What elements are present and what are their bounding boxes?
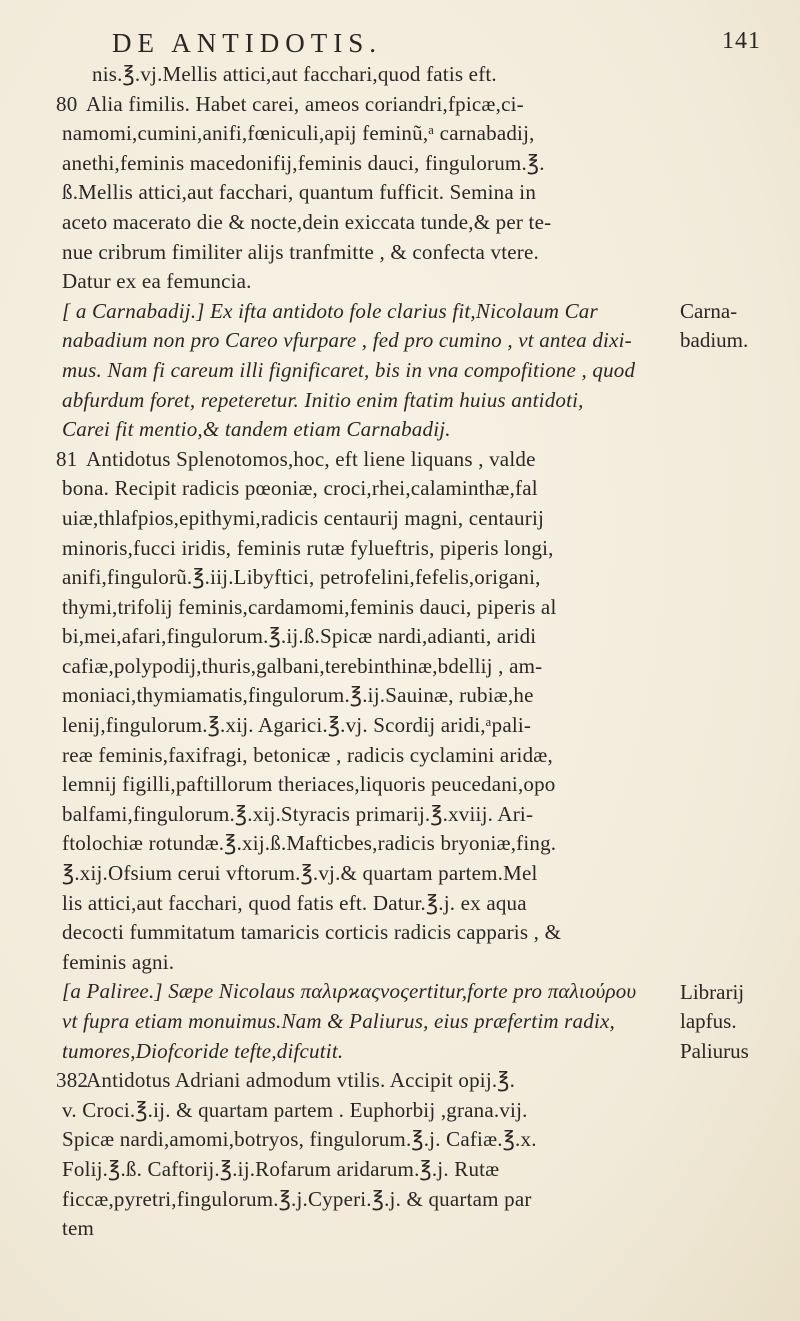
line-text: Antidotus Splenotomos,hoc, eft liene liquans , valde [86,446,536,471]
text-line [62,711,767,741]
margin-note: Paliurus [680,1038,749,1063]
text-line [62,977,767,1007]
line-text: moniaci,thymiamatis,fingulorum.℥.ij.Sauinæ, rubiæ,he [62,683,534,708]
line-text: Carei fit mentio,& tandem etiam Carnabadij. [62,417,451,442]
text-line [62,297,767,327]
line-text: [ a Carnabadij.] Ex ifta antidoto fole clarius fit,Nicolaum Car [62,298,598,323]
text-line [56,1066,767,1096]
text-line [56,90,767,120]
line-text: decocti fummitatum tamaricis corticis radicis capparis , & [62,920,562,945]
running-title: DE ANTIDOTIS. [112,28,382,58]
line-text: bona. Recipit radicis pœoniæ, croci,rhei,calaminthæ,fal [62,476,538,501]
text-line [62,563,767,593]
text-line [62,238,767,268]
margin-note: badium. [680,328,749,353]
main-text [56,60,767,1244]
line-text: aceto macerato die & nocte,dein exiccata tunde,& per te- [62,209,552,234]
line-text: anifi,fingulorũ.℥.iij.Libyftici, petrofelini,fefelis,origani, [62,565,541,590]
text-line [62,119,767,149]
text-line [62,1214,767,1244]
text-line [62,859,767,889]
line-text: ficcæ,pyretri,fingulorum.℥.j.Cyperi.℥.j. & quartam par [62,1186,532,1211]
line-text: ftolochiæ rotundæ.℥.xij.ß.Mafticbes,radicis bryoniæ,fing. [62,831,557,856]
line-text: vt fupra etiam monuimus.Nam & Paliurus, eius præfertim radix, [62,1009,615,1033]
recipe-number: 382 [56,1068,89,1093]
line-text: cafiæ,polypodij,thuris,galbani,terebinthinæ,bdellij , am- [62,653,543,678]
line-text: nis.℥.vj.Mellis attici,aut facchari,quod fatis eft. [92,62,497,86]
text-line [62,652,767,682]
line-text: ℥.xij.Ofsium cerui vftorum.℥.vj.& quartam partem.Mel [62,861,538,886]
recipe-number: 80 [56,91,78,116]
line-text: feminis agni. [62,949,175,974]
line-text: Antidotus Adriani admodum vtilis. Accipit opij.℥. [86,1068,516,1093]
line-text: [a Paliree.] Sæpe Nicolaus παλιρϰαςνοςertitur,forte pro παλιούρου [62,979,637,1004]
text-line [62,386,767,416]
line-text: namomi,cumini,anifi,fœniculi,apij feminũ,ᵃ carnabadij, [62,121,535,146]
line-text: tumores,Diofcoride tefte,difcutit. [62,1038,344,1063]
line-text: Datur ex ea femuncia. [62,269,252,294]
text-line [62,889,767,919]
text-line [62,622,767,652]
line-text: ß.Mellis attici,aut facchari, quantum fufficit. Semina in [62,180,537,205]
line-text: Folij.℥.ß. Caftorij.℥.ij.Rofarum aridarum.℥.j. Rutæ [62,1156,500,1181]
margin-note: lapfus. [680,1009,737,1034]
text-line [62,1096,767,1126]
text-line [62,948,767,978]
text-line [62,415,767,445]
margin-note: Carna- [680,298,738,323]
text-line [62,267,767,297]
line-text: lis attici,aut facchari, quod fatis eft. Datur.℥.j. ex aqua [62,890,527,915]
text-line [62,534,767,564]
page-number: 141 [722,28,761,54]
text-line [62,1125,767,1155]
text-line [62,829,767,859]
margin-note: Librarij [680,979,745,1004]
line-text: abfurdum foret, repeteretur. Initio enim ftatim huius antidoti, [62,387,584,412]
line-text: thymi,trifolij feminis,cardamomi,feminis dauci, piperis al [62,594,557,619]
text-line [62,593,767,623]
line-text: minoris,fucci iridis, feminis rutæ fylueftris, piperis longi, [62,535,554,560]
line-text: lenij,fingulorum.℥.xij. Agarici.℥.vj. Scordij aridi,ᵃpali- [62,713,532,738]
text-line [62,918,767,948]
line-text: bi,mei,afari,fingulorum.℥.ij.ß.Spicæ nardi,adianti, aridi [62,624,537,649]
text-line [62,1185,767,1215]
text-line [62,60,767,90]
recipe-number: 81 [56,446,78,471]
text-line [62,356,767,386]
text-line [62,770,767,800]
line-text: Spicæ nardi,amomi,botryos, fingulorum.℥.j. Cafiæ.℥.x. [62,1127,537,1152]
text-line [62,741,767,771]
line-text: lemnij figilli,paftillorum theriaces,liquoris peucedani,opo [62,772,556,797]
text-line [62,208,767,238]
line-text: mus. Nam fi careum illi fignificaret, bis in vna compofitione , quod [62,357,636,382]
line-text: uiæ,thlafpios,epithymi,radicis centaurij magni, centaurij [62,505,545,530]
text-line [62,800,767,830]
line-text: nue cribrum fimiliter alijs tranfmitte , & confecta vtere. [62,239,539,264]
running-header [112,28,761,62]
text-line [56,445,767,475]
line-text: tem [62,1216,95,1241]
line-text: balfami,fingulorum.℥.xij.Styracis primarij.℥.xviij. Ari- [62,801,534,826]
line-text: anethi,feminis macedonifij,feminis dauci, fingulorum.℥. [62,150,545,175]
text-line [62,1007,767,1037]
line-text: v. Croci.℥.ij. & quartam partem . Euphorbij ,grana.vij. [62,1097,528,1122]
text-line [62,474,767,504]
text-line [62,1155,767,1185]
line-text: reæ feminis,faxifragi, betonicæ , radicis cyclamini aridæ, [62,742,553,767]
line-text: nabadium non pro Careo vfurpare , fed pro cumino , vt antea dixi- [62,328,632,353]
text-line [62,326,767,356]
text-line [62,681,767,711]
text-line [62,504,767,534]
text-line [62,1037,767,1067]
text-line [62,149,767,179]
text-line [62,178,767,208]
line-text: Alia fimilis. Habet carei, ameos coriandri,fpicæ,ci- [86,91,524,116]
